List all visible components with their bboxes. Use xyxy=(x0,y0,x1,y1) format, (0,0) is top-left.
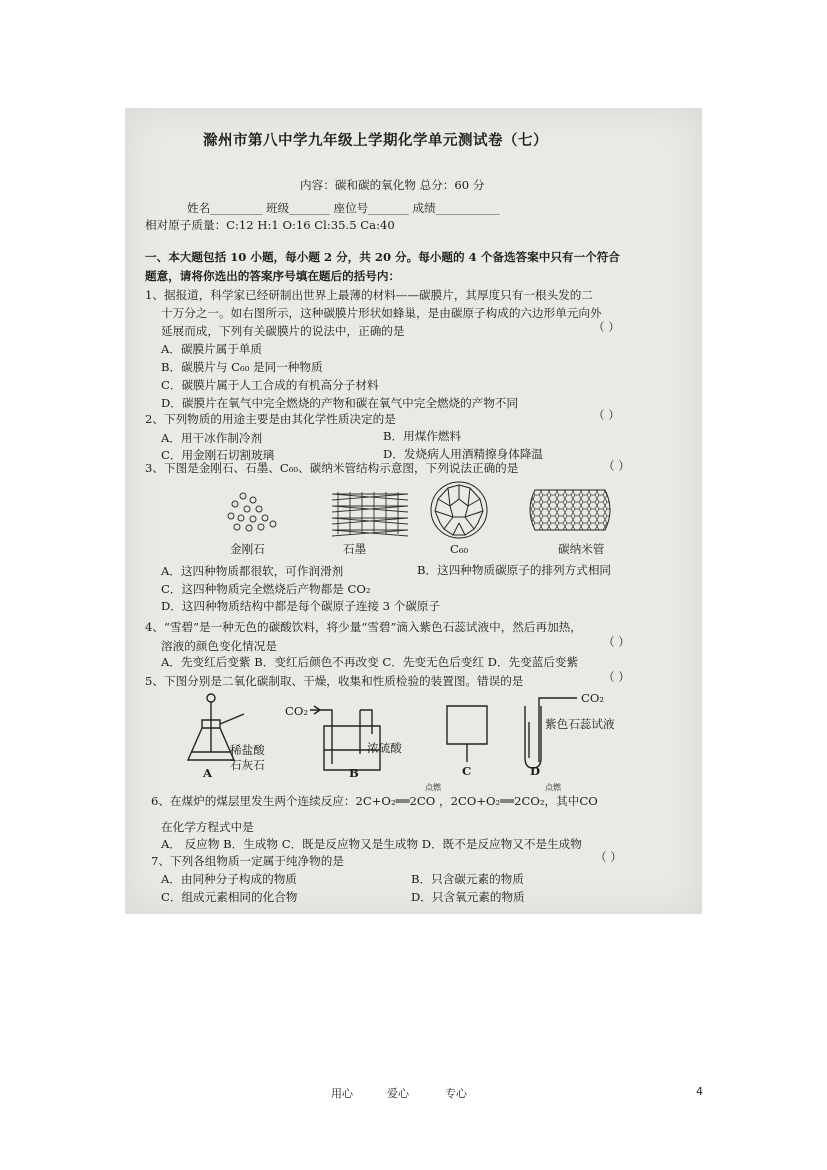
apparatus-d-figure xyxy=(517,692,587,770)
q5-stem: 5、下图分别是二氧化碳制取、干燥，收集和性质检验的装置图。错误的是 xyxy=(145,674,524,688)
q6-options: A． 反应物 B．生成物 C．既是反应物又是生成物 D．既不是反应物又不是生成物 xyxy=(161,837,582,851)
label-litmus: 紫色石蕊试液 xyxy=(545,717,615,731)
apparatus-b-figure xyxy=(310,704,390,774)
q1-option-b: B．碳膜片与 C₆₀ 是同一种物质 xyxy=(161,360,323,374)
q3-stem: 3、下图是金刚石、石墨、C₆₀、碳纳米管结构示意图，下列说法正确的是 xyxy=(145,461,519,475)
q1-line3: 延展而成，下列有关碳膜片的说法中，正确的是 xyxy=(161,324,405,338)
q1-line1: 1、据报道，科学家已经研制出世界上最薄的材料——碳膜片，其厚度只有一根头发的二 xyxy=(145,288,593,302)
label-nanotube: 碳纳米管 xyxy=(558,542,605,556)
section-intro-1: 一、本大题包括 10 小题，每小题 2 分，共 20 分。每小题的 4 个备选答案中只有一个符合 xyxy=(145,250,620,264)
q7-option-a: A．由同种分子构成的物质 xyxy=(161,872,297,886)
nanotube-structure-figure xyxy=(525,488,615,532)
scanned-exam-page xyxy=(125,108,702,914)
q7-option-b: B．只含碳元素的物质 xyxy=(411,872,524,886)
student-info-line: 姓名_________ 班级_______ 座位号_______ 成绩___________ xyxy=(187,201,500,215)
q2-option-c: C．用金刚石切割玻璃 xyxy=(161,448,275,462)
q6-line2: 在化学方程式中是 xyxy=(161,820,254,834)
q5-answer-paren: （ ） xyxy=(603,670,630,684)
c60-structure-figure xyxy=(428,479,490,541)
q2-option-a: A．用干冰作制冷剂 xyxy=(161,431,263,445)
section-intro-2: 题意，请将你选出的答案序号填在题后的括号内： xyxy=(145,269,401,283)
q7-stem: 7、下列各组物质一定属于纯净物的是 xyxy=(151,854,344,868)
apparatus-letter-a: A xyxy=(203,766,212,780)
graphite-structure-figure xyxy=(330,488,410,540)
apparatus-letter-d: D xyxy=(530,764,541,778)
q3-option-c: C．这四种物质完全燃烧后产物都是 CO₂ xyxy=(161,582,371,596)
apparatus-letter-b: B xyxy=(349,766,359,780)
q7-option-d: D．只含氧元素的物质 xyxy=(411,890,525,904)
q3-option-b: B．这四种物质碳原子的排列方式相同 xyxy=(417,563,612,577)
label-hydrochloric-acid: 稀盐酸 xyxy=(230,743,265,757)
q4-options: A．先变红后变紫 B．变红后颜色不再改变 C．先变无色后变红 D．先变蓝后变紫 xyxy=(161,655,579,669)
q2-stem: 2、下列物质的用途主要是由其化学性质决定的是 xyxy=(145,412,396,426)
co2-label-b: CO₂ xyxy=(285,704,309,718)
q3-answer-paren: （ ） xyxy=(603,459,630,473)
footer-motto-3: 专心 xyxy=(445,1087,467,1100)
q1-option-a: A．碳膜片属于单质 xyxy=(161,342,263,356)
q2-option-b: B．用煤作燃料 xyxy=(383,429,462,443)
exam-title: 滁州市第八中学九年级上学期化学单元测试卷（七） xyxy=(203,132,548,149)
q6-stem: 6、在煤炉的煤层里发生两个连续反应：2C+O₂══2CO ，2CO+O₂══2CO₂，其中CO xyxy=(151,794,598,808)
atomic-mass-line: 相对原子质量：C:12 H:1 O:16 Cl:35.5 Ca:40 xyxy=(145,218,395,232)
q2-answer-paren: （ ） xyxy=(593,408,620,422)
label-limestone: 石灰石 xyxy=(230,758,265,772)
q1-answer-paren: （ ） xyxy=(593,320,620,334)
q3-option-d: D．这四种物质结构中都是每个碳原子连接 3 个碳原子 xyxy=(161,599,441,613)
page-number: 4 xyxy=(696,1085,703,1098)
label-graphite: 石墨 xyxy=(343,542,367,556)
apparatus-letter-c: C xyxy=(462,764,472,778)
diamond-structure-figure xyxy=(225,490,285,535)
label-diamond: 金刚石 xyxy=(230,542,265,556)
footer-motto-1: 用心 xyxy=(331,1087,353,1100)
q7-answer-paren: （ ） xyxy=(595,850,622,864)
q6-condition-1: 点燃 xyxy=(425,783,441,792)
footer-motto-2: 爱心 xyxy=(387,1087,409,1100)
q1-line2: 十万分之一。如右图所示，这种碳膜片形状如蜂巢，是由碳原子构成的六边形单元向外 xyxy=(161,306,602,320)
q4-line2: 溶液的颜色变化情况是 xyxy=(161,639,277,653)
q6-condition-2: 点燃 xyxy=(545,783,561,792)
label-sulfuric-acid: 浓硫酸 xyxy=(367,741,402,755)
content-line: 内容：碳和碳的氧化物 总分：60 分 xyxy=(300,178,485,192)
apparatus-c-figure xyxy=(443,704,493,764)
q4-line1: 4、“雪碧”是一种无色的碳酸饮料，将少量“雪碧”滴入紫色石蕊试液中，然后再加热， xyxy=(145,620,582,634)
q3-option-a: A．这四种物质都很软，可作润滑剂 xyxy=(161,564,344,578)
co2-label-d: CO₂ xyxy=(581,691,605,705)
q1-option-d: D．碳膜片在氧气中完全燃烧的产物和碳在氧气中完全燃烧的产物不同 xyxy=(161,396,519,410)
q1-option-c: C．碳膜片属于人工合成的有机高分子材料 xyxy=(161,378,379,392)
q7-option-c: C．组成元素相同的化合物 xyxy=(161,890,298,904)
label-c60: C₆₀ xyxy=(450,542,469,556)
q2-option-d: D．发烧病人用酒精擦身体降温 xyxy=(383,447,544,461)
q4-answer-paren: （ ） xyxy=(603,635,630,649)
